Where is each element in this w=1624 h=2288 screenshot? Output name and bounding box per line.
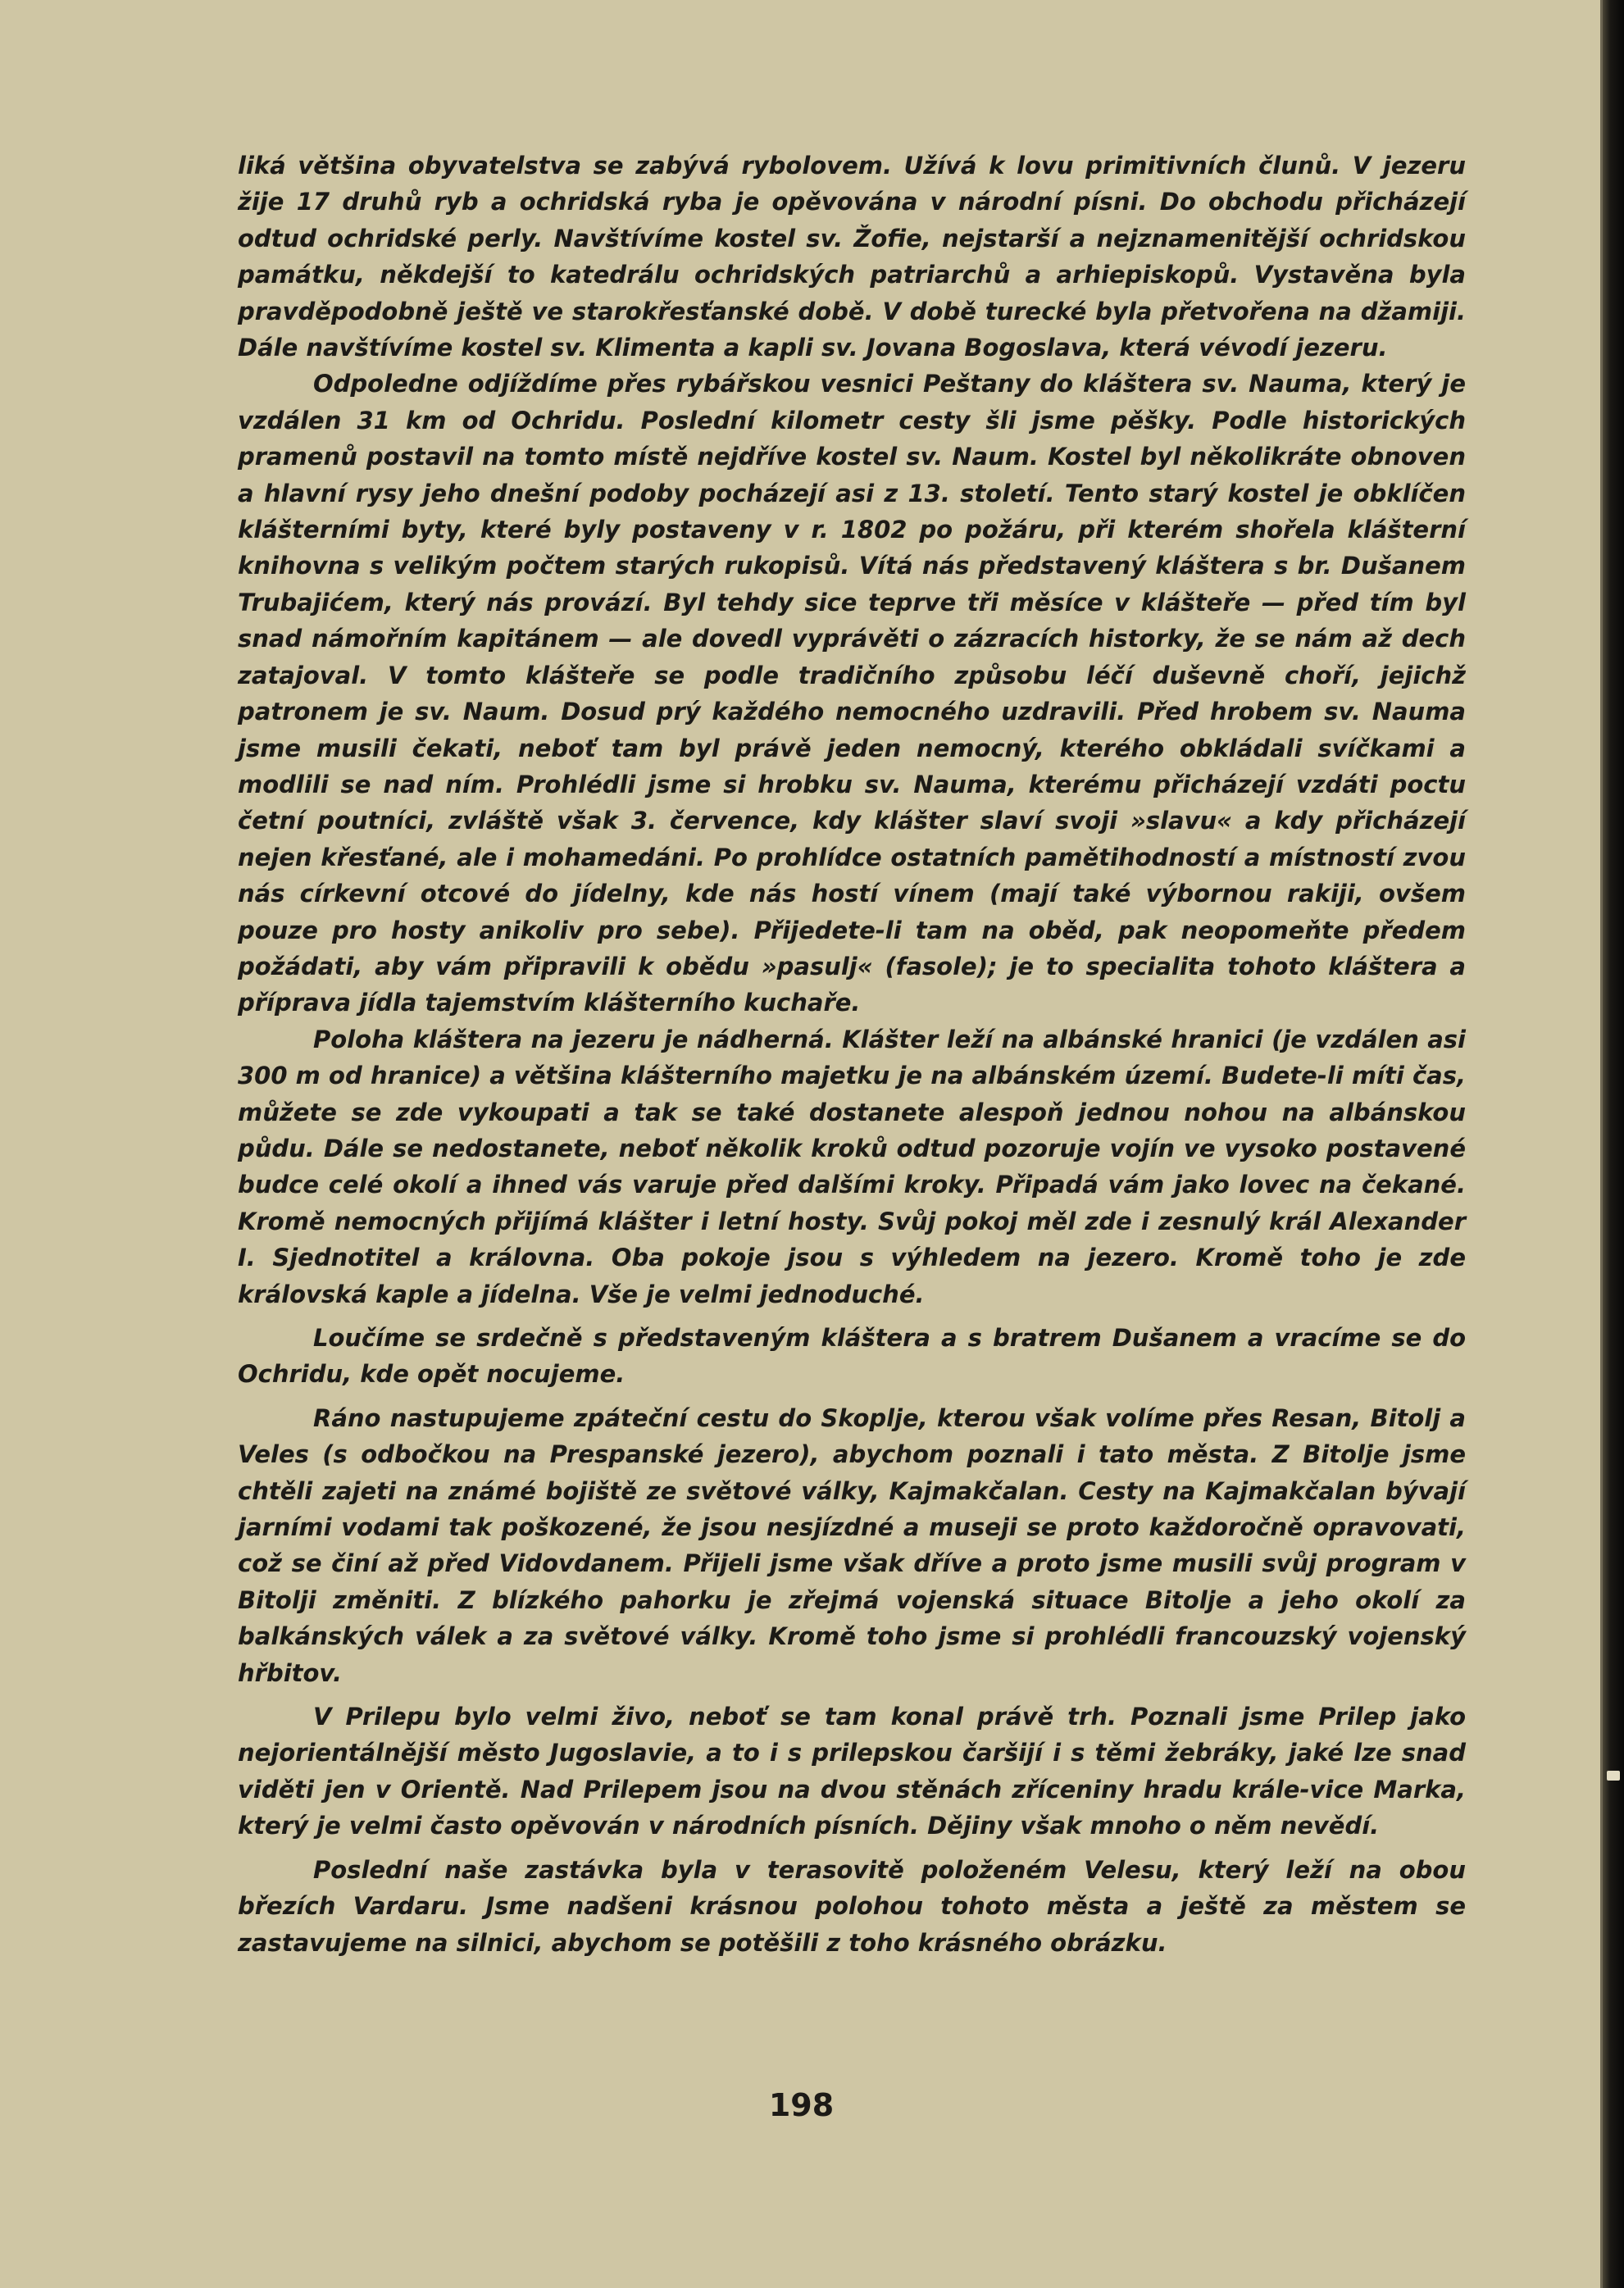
paragraph-lake-location: Poloha kláštera na jezeru je nádherná. Klášter leží na albánské hranici (je vzdálen asi 300 m od hranice) a většina klášterního majetku je na albánském území. Budete-li míti čas, můžete se zde vykoupati a tak se také dostanete alespoň jednou nohou na albánskou půdu. Dále se nedostanete, neboť několik kroků odtud pozoruje vojín ve vysoko postavené budce celé okolí a ihned vás varuje před dalšími kroky. Připadá vám jako lovec na čekané. Kromě nemocných přijímá klášter i letní hosty. Svůj pokoj měl zde i zesnulý král Alexander I. Sjednotitel a královna. Oba pokoje jsou s výhledem na jezero. Kromě toho je zde královská kaple a jídelna. Vše je velmi jednoduché. — [238, 1025, 1466, 1308]
paragraph-farewell: Loučíme se srdečně s představeným kláštera a s bratrem Dušanem a vracíme se do Ochridu, kde opět nocujeme. — [238, 1324, 1466, 1389]
paragraph-continued: liká většina obyvatelstva se zabývá rybolovem. Užívá k lovu primitivních člunů. V jezeru žije 17 druhů ryb a ochridská ryba je opěvována v národní písni. Do obchodu přicházejí odtud ochridské perly. Navštívíme kostel sv. Žofie, nejstarší a nejznamenitější ochridskou památku, někdejší to katedrálu ochridských patriarchů a arhiepiskopů. Vystavěna byla pravděpodobně ještě ve starokřesťanské době. V době turecké byla přetvořena na džamiji. Dále navštívíme kostel sv. Klimenta a kapli sv. Jovana Bogoslava, která vévodí jezeru. — [238, 152, 1466, 362]
body-text — [238, 148, 1466, 1961]
paragraph-prilep: V Prilepu bylo velmi živo, neboť se tam konal právě trh. Poznali jsme Prilep jako nejorientálnější město Jugoslavie, a to i s prilepskou čaršijí i s těmi žebráky, jaké lze snad viděti jen v Orientě. Nad Prilepem jsou na dvou stěnách zříceniny hradu krále-vice Marka, který je velmi často opěvován v národních písních. Dějiny však mnoho o něm nevědí. — [238, 1703, 1466, 1840]
paragraph-return-journey: Ráno nastupujeme zpáteční cestu do Skoplje, kterou však volíme přes Resan, Bitolj a Veles (s odbočkou na Prespanské jezero), abychom poznali i tato města. Z Bitolje jsme chtěli zajeti na známé bojiště ze světové války, Kajmakčalan. Cesty na Kajmakčalan bývají jarními vodami tak poškozené, že jsou nesjízdné a museji se proto každoročně opravovati, což se činí až před Vidovdanem. Přijeli jsme však dříve a proto jsme musili svůj program v Bitolji změniti. Z blízkého pahorku je zřejmá vojenská situace Bitolje a jeho okolí za balkánských válek a za světové války. Kromě toho jsme si prohlédli francouzský vojenský hřbitov. — [238, 1403, 1466, 1687]
scan-edge-mark — [1607, 1771, 1620, 1781]
paragraph-naum-monastery: Odpoledne odjíždíme přes rybářskou vesnici Peštany do kláštera sv. Nauma, který je vzdálen 31 km od Ochridu. Poslední kilometr cesty šli jsme pěšky. Podle historických pramenů postavil na tomto místě nejdříve kostel sv. Naum. Kostel byl několikráte obnoven a hlavní rysy jeho dnešní podoby pocházejí asi z 13. století. Tento starý kostel je obklíčen klášterními byty, které byly postaveny v r. 1802 po požáru, při kterém shořela klášterní knihovna s velikým počtem starých rukopisů. Vítá nás představený kláštera s br. Dušanem Trubajićem, který nás provází. Byl tehdy sice teprve tři měsíce v klášteře — před tím byl snad námořním kapitánem — ale dovedl vyprávěti o zázracích historky, že se nám až dech zatajoval. V tomto klášteře se podle tradičního způsobu léčí duševně choří, jejichž patronem je sv. Naum. Dosud prý každého nemocného uzdravili. Před hrobem sv. Nauma jsme musili čekati, neboť tam byl právě jeden nemocný, kterého obkládali svíčkami a modlili se nad ním. Prohlédli jsme si hrobku sv. Nauma, kterému přicházejí vzdáti poctu četní poutníci, zvláště však 3. července, kdy klášter slaví svoji »slavu« a kdy přicházejí nejen křesťané, ale i mohamedáni. Po prohlídce ostatních pamětihodností a místností zvou nás církevní otcové do jídelny, kde nás hostí vínem (mají také výbornou rakiji, ovšem pouze pro hosty anikoliv pro sebe). Přijedete-li tam na oběd, pak neopomeňte předem požádati, aby vám připravili k obědu »pasulj« (fasole); je to specialita tohoto kláštera a příprava jídla tajemstvím klášterního kuchaře. — [238, 370, 1466, 1017]
scan-edge-shadow — [1603, 0, 1624, 2288]
page-number: 198 — [768, 2087, 835, 2123]
paragraph-veles: Poslední naše zastávka byla v terasovitě položeném Velesu, který leží na obou březích Vardaru. Jsme nadšeni krásnou polohou tohoto města a ještě za městem se zastavujeme na silnici, abychom se potěšili z toho krásného obrázku. — [238, 1855, 1466, 1957]
